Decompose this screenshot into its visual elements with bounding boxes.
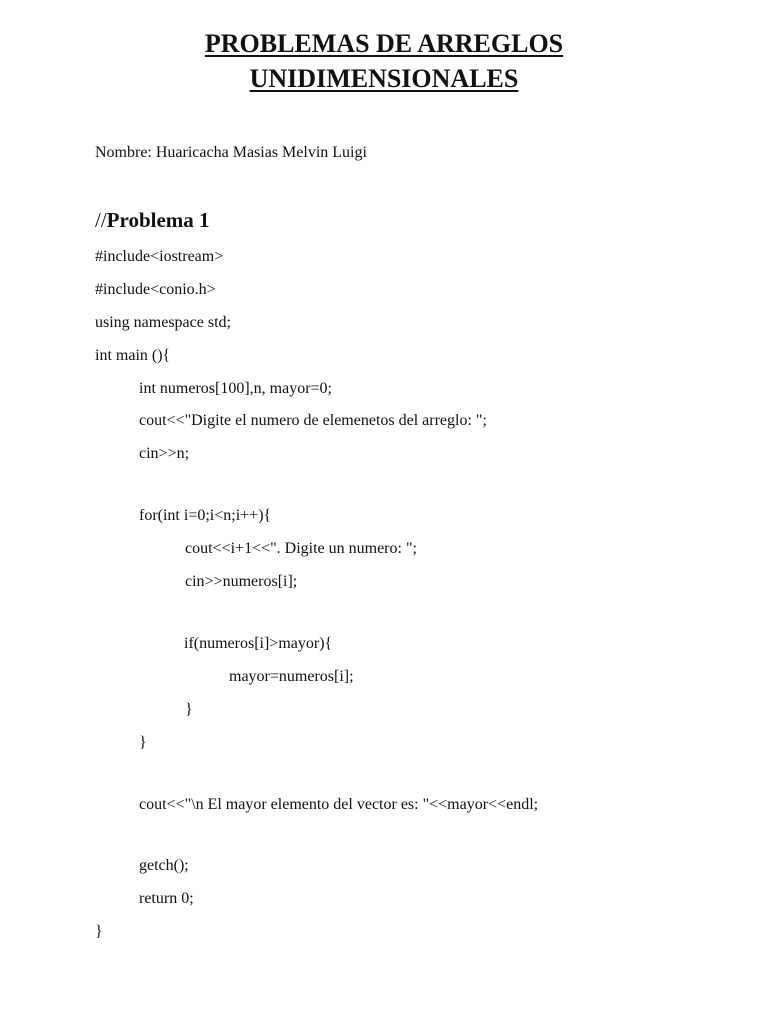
code-line: cin>>n;: [139, 445, 190, 462]
problem-label: Problema 1: [106, 208, 210, 232]
code-line: for(int i=0;i<n;i++){: [139, 507, 272, 524]
document-title-line-2: UNIDIMENSIONALES: [249, 64, 519, 93]
code-line: cout<<"\n El mayor elemento del vector es: "<<mayor<<endl;: [139, 796, 539, 813]
problem-heading: [95, 206, 210, 234]
code-line: int numeros[100],n, mayor=0;: [139, 380, 332, 397]
code-line: }: [185, 701, 193, 718]
code-line: }: [139, 734, 147, 751]
code-line: using namespace std;: [95, 314, 231, 331]
code-line: getch();: [139, 857, 189, 874]
code-line: if(numeros[i]>mayor){: [184, 635, 333, 652]
code-line: }: [95, 923, 103, 940]
code-line: #include<iostream>: [95, 248, 224, 265]
code-line: mayor=numeros[i];: [229, 668, 354, 685]
code-line: #include<conio.h>: [95, 281, 216, 298]
document-title-line-1: PROBLEMAS DE ARREGLOS: [204, 29, 564, 58]
code-line: return 0;: [139, 890, 194, 907]
comment-prefix: //: [95, 208, 107, 232]
code-line: cin>>numeros[i];: [185, 573, 298, 590]
code-line: cout<<i+1<<". Digite un numero: ";: [185, 540, 417, 557]
author-name: Nombre: Huaricacha Masias Melvin Luigi: [95, 144, 367, 161]
code-line: cout<<"Digite el numero de elemenetos del arreglo: ";: [139, 412, 487, 429]
code-line: int main (){: [95, 347, 171, 364]
